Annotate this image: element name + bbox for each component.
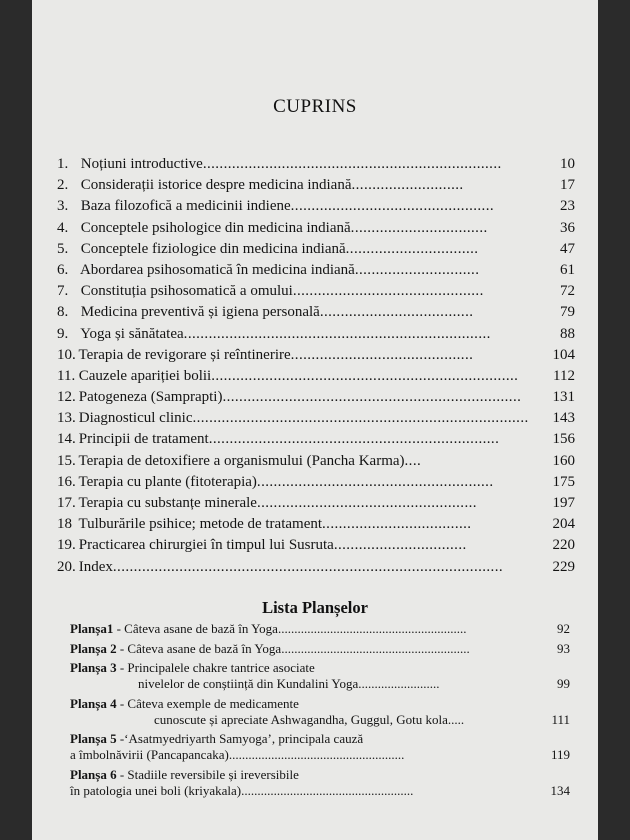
- toc-title: Abordarea psihosomatică în medicina indiană: [79, 261, 355, 278]
- toc-title: Baza filozofică a medicinii indiene: [80, 198, 291, 215]
- toc-row: 11. Cauzele apariției bolii.......................................................................... 112: [57, 366, 575, 387]
- toc-row: 14. Principii de tratament...................................................................... 156: [57, 429, 575, 450]
- toc-title: Terapia de revigorare și reîntinerire: [78, 346, 291, 363]
- toc-row: 9. Yoga și sănătatea.......................................................................... 88: [57, 324, 575, 345]
- toc-title: Tulburările psihice; metode de tratament: [78, 516, 323, 533]
- toc-page: 17: [560, 177, 575, 194]
- toc-row: 5. Conceptele fiziologice din medicina indiană................................ 47: [57, 239, 575, 260]
- plate-page: 111: [551, 711, 570, 727]
- toc-page: 112: [553, 367, 575, 384]
- plates-list: [70, 621, 576, 802]
- toc-row: 12. Patogeneza (Samprapti)........................................................................ 131: [57, 387, 575, 408]
- toc-page: 143: [552, 410, 575, 427]
- plate-entry: Planșa 4 - Câteva exemple de medicamente cunoscute și apreciate Ashwagandha, Guggul, Gotu kola..... 111: [70, 695, 570, 727]
- toc-row: 7. Constituția psihosomatică a omului.............................................. 72: [57, 281, 575, 302]
- toc-row: 6. Abordarea psihosomatică în medicina indiană.............................. 61: [57, 260, 575, 281]
- toc-row: 18 Tulburările psihice; metode de tratament.................................... 204: [57, 514, 575, 535]
- toc-page: 197: [552, 495, 575, 511]
- toc-title: Terapia cu substanțe minerale: [78, 495, 257, 511]
- toc-row: 3. Baza filozofică a medicinii indiene................................................. 23: [57, 196, 575, 217]
- toc-page: 131: [552, 389, 575, 406]
- plate-page: 92: [557, 621, 570, 636]
- toc-title: Yoga și sănătatea: [80, 325, 184, 342]
- plate-entry: Planșa1 - Câteva asane de bază în Yoga.......................................................... 92: [70, 621, 570, 636]
- plate-page: 93: [557, 640, 570, 656]
- toc-title: Noțiuni introductive: [80, 156, 203, 172]
- toc-page: 47: [560, 240, 575, 257]
- book-page: [32, 0, 598, 840]
- table-of-contents: [57, 154, 575, 578]
- toc-title: Terapia de detoxifiere a organismului (Pancha Karma): [78, 452, 405, 469]
- toc-page: 10: [560, 156, 575, 172]
- toc-title: Terapia cu plante (fitoterapia): [78, 473, 257, 490]
- toc-page: 104: [552, 346, 575, 363]
- toc-title: Index: [78, 558, 113, 575]
- toc-title: Practicarea chirurgiei în timpul lui Susruta: [78, 537, 334, 554]
- toc-row: 16. Terapia cu plante (fitoterapia)......................................................... 175: [57, 472, 575, 493]
- toc-page: 72: [560, 283, 575, 300]
- toc-page: 61: [560, 261, 575, 278]
- toc-row: 17. Terapia cu substanțe minerale..................................................... 197: [57, 493, 575, 514]
- toc-title: Medicina preventivă și igiena personală: [80, 304, 320, 321]
- toc-page: 79: [560, 304, 575, 321]
- toc-title: Conceptele fiziologice din medicina indiană: [80, 240, 346, 257]
- toc-title: Patogeneza (Samprapti): [78, 389, 223, 406]
- plate-page: 134: [550, 782, 570, 798]
- toc-row: 13. Diagnosticul clinic................................................................................. 143: [57, 408, 575, 429]
- page-title: CUPRINS: [273, 96, 357, 117]
- plate-entry: Planșa 3 - Principalele chakre tantrice asociate nivelelor de conștiință din Kundalini Yoga......................... 99: [70, 660, 570, 691]
- toc-row: 19. Practicarea chirurgiei în timpul lui Susruta................................ 220: [57, 535, 575, 556]
- toc-page: 88: [560, 325, 575, 342]
- toc-page: 229: [552, 558, 575, 575]
- toc-row: 15. Terapia de detoxifiere a organismului (Pancha Karma).... 160: [57, 451, 575, 472]
- toc-row: 8. Medicina preventivă și igiena personală..................................... 79: [57, 302, 575, 323]
- toc-page: 160: [552, 452, 575, 469]
- toc-row: 2. Considerații istorice despre medicina indiană........................... 17: [57, 175, 575, 196]
- toc-page: 23: [560, 198, 575, 215]
- toc-row: 4. Conceptele psihologice din medicina indiană................................. 36: [57, 218, 575, 239]
- toc-title: Principii de tratament: [78, 431, 209, 448]
- plate-page: 99: [557, 676, 570, 691]
- toc-page: 156: [552, 431, 575, 448]
- toc-title: Considerații istorice despre medicina indiană: [80, 177, 352, 194]
- toc-row: 10. Terapia de revigorare și reîntinerire............................................ 104: [57, 345, 575, 366]
- toc-title: Conceptele psihologice din medicina indiană: [80, 219, 351, 236]
- toc-row: 20. Index.............................................................................................. 229: [57, 557, 575, 578]
- plate-page: 119: [550, 747, 570, 762]
- plate-entry: Planșa 2 - Câteva asane de bază în Yoga.......................................................... 93: [70, 640, 570, 656]
- toc-title: Constituția psihosomatică a omului: [80, 283, 293, 300]
- plate-entry: Planșa 6 - Stadiile reversibile și ireversibile în patologia unei boli (kriyakala)..................................................... 134: [70, 766, 570, 798]
- toc-row: 1. Noțiuni introductive........................................................................ 10: [57, 154, 575, 175]
- plates-heading: Lista Planșelor: [262, 598, 368, 617]
- plate-entry: Planșa 5 -‘Asatmyedriyarth Samyoga’, principala cauză a îmbolnăvirii (Pancapancaka)...................................................... 119: [70, 731, 570, 762]
- toc-page: 220: [552, 537, 575, 554]
- toc-page: 175: [552, 473, 575, 490]
- toc-page: 36: [560, 219, 575, 236]
- toc-title: Cauzele apariției bolii: [78, 367, 212, 384]
- toc-title: Diagnosticul clinic: [78, 410, 193, 427]
- toc-page: 204: [552, 516, 575, 533]
